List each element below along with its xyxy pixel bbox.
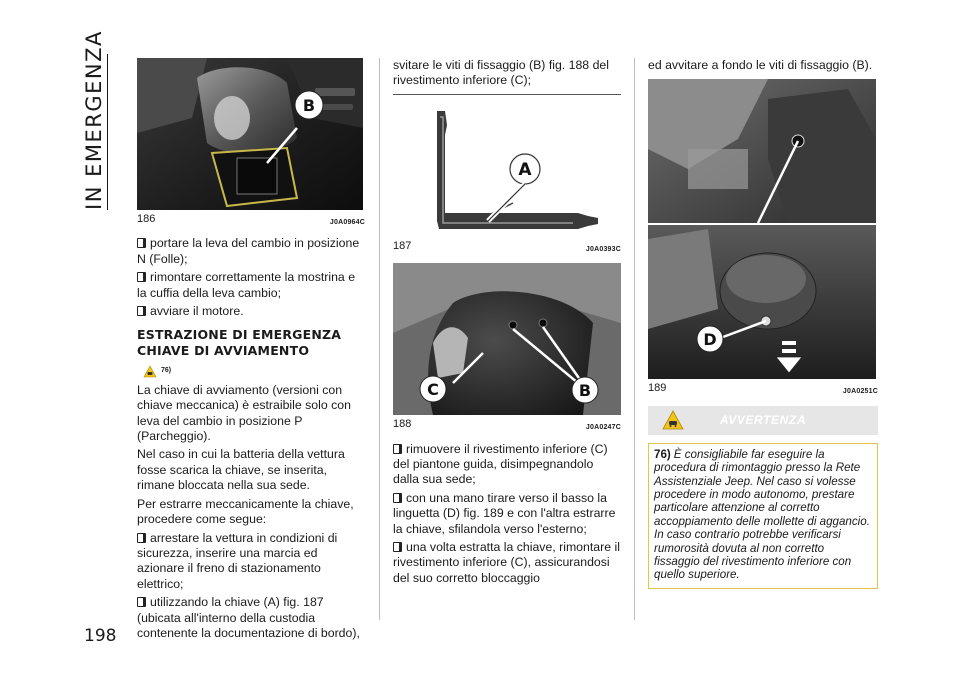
figure-188-code: J0A0247C <box>585 424 621 432</box>
bullet-icon <box>137 272 146 282</box>
fig187-callout-a: A <box>518 159 532 180</box>
bullet-icon <box>393 493 402 503</box>
page-number: 198 <box>84 626 117 646</box>
bullet-icon <box>393 444 402 454</box>
bullet-icon <box>137 597 146 607</box>
col2-bullet-2: con una mano tirare verso il basso la linguetta (D) fig. 189 e con l'altra estrarre la chiave, sfilandola verso l'esterno; <box>393 490 616 536</box>
figure-189-caption <box>648 381 878 399</box>
fig189-callout-d: D <box>703 330 717 350</box>
col1-paragraph-2: Nel caso in cui la batteria della vettura fosse scarica la chiave, se inserita, rimane bloccata nella sua sede. <box>137 447 345 493</box>
warning-reference: 76) <box>143 363 365 378</box>
fig186-callout-b: B <box>302 96 316 115</box>
column-3 <box>648 58 878 589</box>
col2-bullet-1: rimuovere il rivestimento inferiore (C) del piantone guida, disimpegnandolo dalla sua sede; <box>393 441 608 487</box>
col1-step-1: arrestare la vettura in condizioni di sicurezza, inserire una marcia ed azionare il freno di stazionamento elettrico; <box>137 530 338 591</box>
figure-186-caption <box>137 212 365 230</box>
emergency-key-drawing <box>393 95 621 237</box>
fig188-callout-b: B <box>578 381 592 401</box>
column-1 <box>137 58 365 644</box>
figure-188 <box>393 263 621 415</box>
key-release-tab-photo <box>648 79 876 379</box>
column-divider-1 <box>379 58 380 620</box>
warning-banner <box>648 406 878 435</box>
figure-189-number: 189 <box>648 382 667 395</box>
figure-186-number: 186 <box>137 213 156 225</box>
col1-step-2: utilizzando la chiave (A) fig. 187 (ubicata all'interno della custodia contenente la documentazione di bordo), <box>137 595 360 640</box>
warning-note-text: È consigliabile far eseguire la procedura di rimontaggio presso la Rete Assistenziale Jeep. Nel caso si volesse procedere in modo autonomo, prestare particolare attenzione al corretto accoppiamento delle mollette di aggancio. In caso contrario potrebbe verificarsi rumorosità dovuta al non corretto fissaggio del rivestimento inferiore con quello superiore. <box>654 447 870 582</box>
fig188-callout-c: C <box>427 380 439 400</box>
col1-bullet-2: rimontare correttamente la mostrina e la cuffia della leva cambio; <box>137 270 356 300</box>
bullet-icon <box>137 306 146 316</box>
col2-bullet-3: una volta estratta la chiave, rimontare il rivestimento inferiore (C), assicurandosi del suo corretto bloccaggio <box>393 540 620 585</box>
figure-186 <box>137 58 363 210</box>
col1-paragraph-3: Per estrarre meccanicamente la chiave, procedere come segue: <box>137 496 354 527</box>
bullet-icon <box>137 533 146 543</box>
col1-bullet-1: portare la leva del cambio in posizione N (Folle); <box>137 236 360 266</box>
figure-187-caption <box>393 239 621 257</box>
figure-187 <box>393 95 621 237</box>
column-divider-2 <box>634 58 635 620</box>
figure-186-code: J0A0964C <box>329 219 365 226</box>
col1-bullet-3: avviare il motore. <box>137 304 365 319</box>
warning-car-icon <box>143 365 157 378</box>
bullet-icon <box>137 238 146 248</box>
col1-paragraph-1: La chiave di avviamento (versioni con chiave meccanica) è estraibile solo con leva del cambio in posizione P (Parcheggio). <box>137 382 351 444</box>
steering-column-photo <box>393 263 621 415</box>
section-title-rule <box>107 54 108 210</box>
gear-lever-photo <box>137 58 363 210</box>
figure-187-number: 187 <box>393 239 412 252</box>
section-heading: ESTRAZIONE DI EMERGENZA CHIAVE DI AVVIAMENTO <box>137 327 342 359</box>
warning-note <box>648 443 878 589</box>
warning-title: AVVERTENZA <box>719 412 807 427</box>
col2-intro: svitare le viti di fissaggio (B) fig. 188 del rivestimento inferiore (C); <box>393 58 609 88</box>
figure-188-caption <box>393 417 621 435</box>
bullet-icon <box>393 542 402 552</box>
figure-189-code: J0A0251C <box>842 388 878 396</box>
warning-note-number: 76) <box>654 447 671 461</box>
figure-188-number: 188 <box>393 418 412 431</box>
col3-intro: ed avvitare a fondo le viti di fissaggio (B). <box>648 58 873 72</box>
figure-187-code: J0A0393C <box>585 245 621 253</box>
section-title: IN EMERGENZA <box>82 30 106 210</box>
figure-189 <box>648 79 876 379</box>
column-2 <box>393 58 621 589</box>
